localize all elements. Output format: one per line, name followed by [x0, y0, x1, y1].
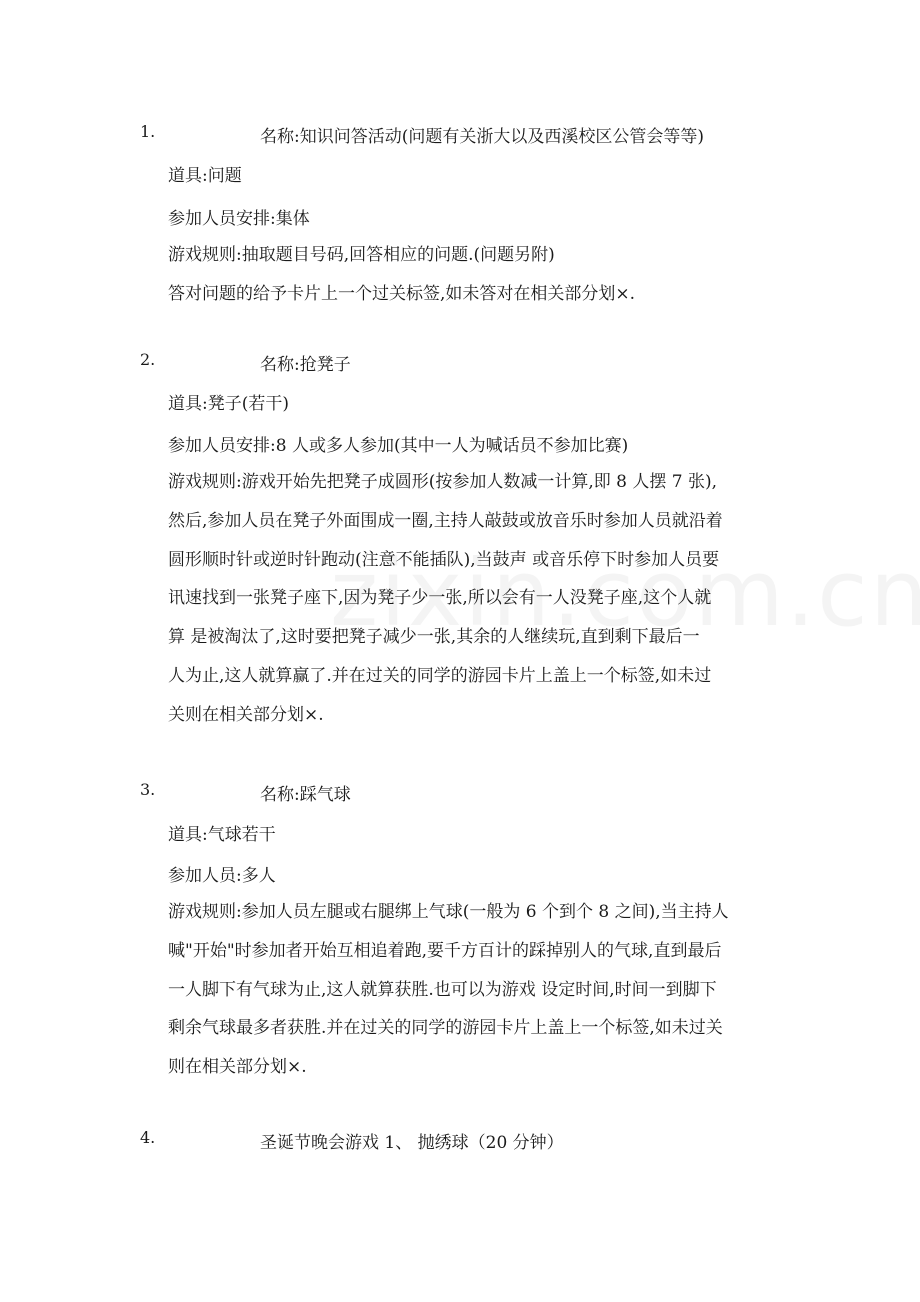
item-title: 名称:知识问答活动(问题有关浙大以及西溪校区公管会等等): [260, 127, 704, 147]
rules-line: 喊"开始"时参加者开始互相追着跑,要千方百计的踩掉别人的气球,直到最后: [168, 940, 722, 961]
item-props: 道具:问题: [168, 166, 242, 186]
item-props: 道具:凳子(若干): [168, 394, 289, 414]
item-props: 道具:气球若干: [168, 825, 276, 845]
rules-line: 一人脚下有气球为止,这人就算获胜.也可以为游戏 设定时间,时间一到脚下: [168, 979, 717, 1000]
item-number: 4.: [140, 1128, 156, 1147]
item-rules: [168, 463, 784, 735]
item-number: 2.: [140, 350, 156, 369]
rules-line: 算 是被淘汰了,这时要把凳子减少一张,其余的人继续玩,直到剩下最后一: [168, 627, 700, 648]
item-participants: 参加人员安排:8 人或多人参加(其中一人为喊话员不参加比赛): [168, 436, 629, 456]
rules-line: 圆形顺时针或逆时针跑动(注意不能插队),当鼓声 或音乐停下时参加人员要: [168, 549, 720, 570]
item-number: 1.: [140, 122, 156, 141]
rules-line: 游戏规则:游戏开始先把凳子成圆形(按参加人数减一计算,即 8 人摆 7 张),: [168, 472, 718, 492]
item-title: 名称:抢凳子: [260, 355, 351, 375]
rules-line: 然后,参加人员在凳子外面围成一圈,主持人敲鼓或放音乐时参加人员就沿着: [168, 510, 723, 531]
rules-line: 关则在相关部分划×.: [168, 704, 324, 725]
item-title: 名称:踩气球: [260, 785, 351, 805]
rules-line: 讯速找到一张凳子座下,因为凳子少一张,所以会有一人没凳子座,这个人就: [168, 588, 712, 609]
item-participants: 参加人员安排:集体: [168, 209, 310, 229]
item-participants: 参加人员:多人: [168, 866, 276, 886]
item-number: 3.: [140, 780, 156, 799]
item-rules: [168, 893, 784, 1087]
rules-line: 游戏规则:参加人员左腿或右腿绑上气球(一般为 6 个到个 8 之间),当主持人: [168, 902, 729, 922]
rules-line: 游戏规则:抽取题目号码,回答相应的问题.(问题另附): [168, 245, 555, 265]
item-title: 圣诞节晚会游戏 1、 抛绣球（20 分钟）: [260, 1133, 564, 1153]
rules-line: 则在相关部分划×.: [168, 1057, 307, 1078]
rules-line: 剩余气球最多者获胜.并在过关的同学的游园卡片上盖上一个标签,如未过关: [168, 1018, 723, 1039]
item-rules: [168, 236, 784, 314]
rules-line: 答对问题的给予卡片上一个过关标签,如未答对在相关部分划×.: [168, 283, 636, 304]
rules-line: 人为止,这人就算赢了.并在过关的同学的游园卡片上盖上一个标签,如未过: [168, 665, 712, 686]
